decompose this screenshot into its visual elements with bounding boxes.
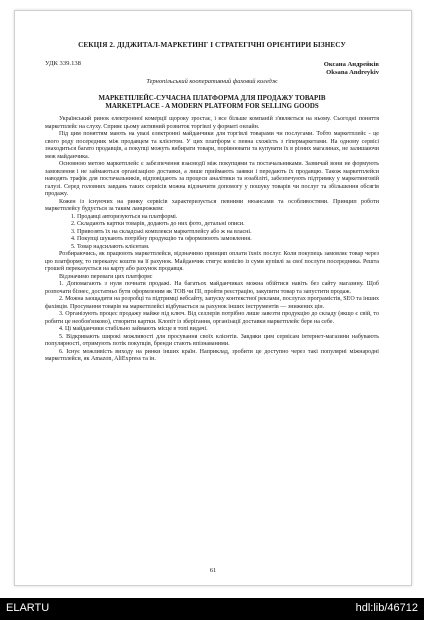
section-title: СЕКЦІЯ 2. ДІДЖИТАЛ-МАРКЕТИНГ І СТРАТЕГІЧНІ ОРІЄНТИРИ БІЗНЕСУ: [78, 41, 346, 49]
udk-code: УДК 339.138: [45, 60, 81, 67]
paragraph: Розбираючись, як працюють маркетплейси, відзначимо принцип оплати їхніх послуг. Коли покупець замовляє товар через цю платформу, то переказує кошти на її рахунок. Майданчик стягує комісію із суми купівлі за свої послуги посередника. Решта грошей переказується на карту або рахунок продавця.: [45, 251, 379, 272]
list-item: 1. Продавці авторизуються на платформі.: [77, 214, 379, 222]
paragraph: Основною метою маркетплейс є забезпечення взаємодії між покупцями та постачальниками. Зазвичай вони не формують замовлення і не займаються організацією доставки, а лише приймають заявки і передають їх продавцю. Також маркетплейси наводять трафік для постачальників, відповідають за процеси аналітики та юзабіліті, забезпечують підтримку у маркетинговій галузі. Серед головних завдань таких сервісів можна відзначити допомогу у пошуку товарів чи послуг та збільшення обсягів продажу.: [45, 161, 379, 197]
author-name-ua: Оксана Андрейків: [323, 61, 379, 68]
paragraph: Під цим поняттям мають на увазі електронні майданчики для торгівлі товарами чи послугами. Тобто маркетплейс - це свого роду посередник між продавцем та клієнтом. У цих платформ є певна схожість з гіпермаркетами. На одному сервісі знаходиться багато продавців, а покупці можуть вибирати товари, порівнювати та купувати їх в різних магазинах, не залишаючи меж майданчика.: [45, 131, 379, 160]
advantage-item: 4. Ці майданчики стабільно займають місце в топі видачі.: [59, 326, 208, 332]
advantage-item: 2. Можна заощадити на розробці та підтримці вебсайту, запуску контекстної реклами, послугах програмістів, SEO та інших фахівців. Просування товарів на маркетплейсі відбувається за рахунок інших інструментів — знижених цін.: [45, 296, 379, 310]
repository-name: ELARTU: [6, 602, 50, 614]
page-content: [45, 41, 379, 364]
list-item: 3. Привозять їх на складські комплекси маркетплейсу або ж на власні.: [77, 229, 379, 237]
advantage-item: 5. Відкривають широкі можливості для просування своїх клієнтів. Завдяки цим сервісам інтернет-магазини набувають популярності, отримують потік покупців, бренди стають впізнаваними.: [45, 333, 379, 347]
document-page: [14, 10, 412, 586]
paragraph: Відзначимо переваги цих платформ:: [59, 273, 153, 280]
footer-bar: [0, 598, 424, 620]
list-item: 5. Товар надсилають клієнтам.: [77, 244, 379, 252]
paragraph: Український ринок електронної комерції щороку зростає, і все більше компаній з'являється на ньому. Сьогодні поняття маркетплейс на слуху. Сприяє цьому активний розвиток торгівлі у форматі онлайн.: [45, 116, 379, 130]
title-ua: МАРКЕТПЛЕЙС-СУЧАСНА ПЛАТФОРМА ДЛЯ ПРОДАЖУ ТОВАРІВ: [98, 94, 326, 102]
authors: [45, 61, 379, 77]
article-title: [45, 95, 379, 111]
list-item: 2. Складають картки товарів, додають до них фото, детальні описи.: [77, 221, 379, 229]
author-name-en: Oksana Andreykiv: [326, 68, 379, 76]
advantage-item: 6. Існує можливість виходу на ринки інших країн. Наприклад, зробити це доступно через такі популярні міжнародні маркетплейси, як Amazon, AliExpress та ін.: [45, 348, 379, 362]
affiliation: Тернопільський кооперативний фаховий коледж: [146, 77, 278, 85]
page-number: 61: [209, 567, 217, 574]
advantage-item: 3. Організують процес продажу майже під ключ. Від селлерів потрібно лише завезти продукцію до складу (якщо є свій, то робити це необов'язково), створити картки. Клопіт із зберігання, організації доставки маркетплейс бере на себе.: [45, 311, 379, 325]
advantage-item: 1. Допомагають з нуля почнати продажі. На багатьох майданчиках можна обійтися навіть без сайту магазину. Щоб розпочати бізнес, достатньо бути оформленим як ТОВ чи ПІ, пройти реєстрацію, закупити товар та запустити продаж.: [45, 281, 379, 295]
paragraph: Кожен із існуючих на ринку сервісів характеризується певними нюансами та особливостями. Принцип роботи маркетплейсу будується за таким ланцюжком:: [45, 198, 379, 212]
handle-id: hdl:lib/46712: [355, 602, 418, 614]
workflow-list: [45, 214, 379, 252]
title-en: MARKETPLACE - A MODERN PLATFORM FOR SELLING GOODS: [105, 102, 319, 110]
list-item: 4. Покупці шукають потрібну продукцію та оформлюють замовлення.: [77, 236, 379, 244]
article-body: [45, 116, 379, 364]
